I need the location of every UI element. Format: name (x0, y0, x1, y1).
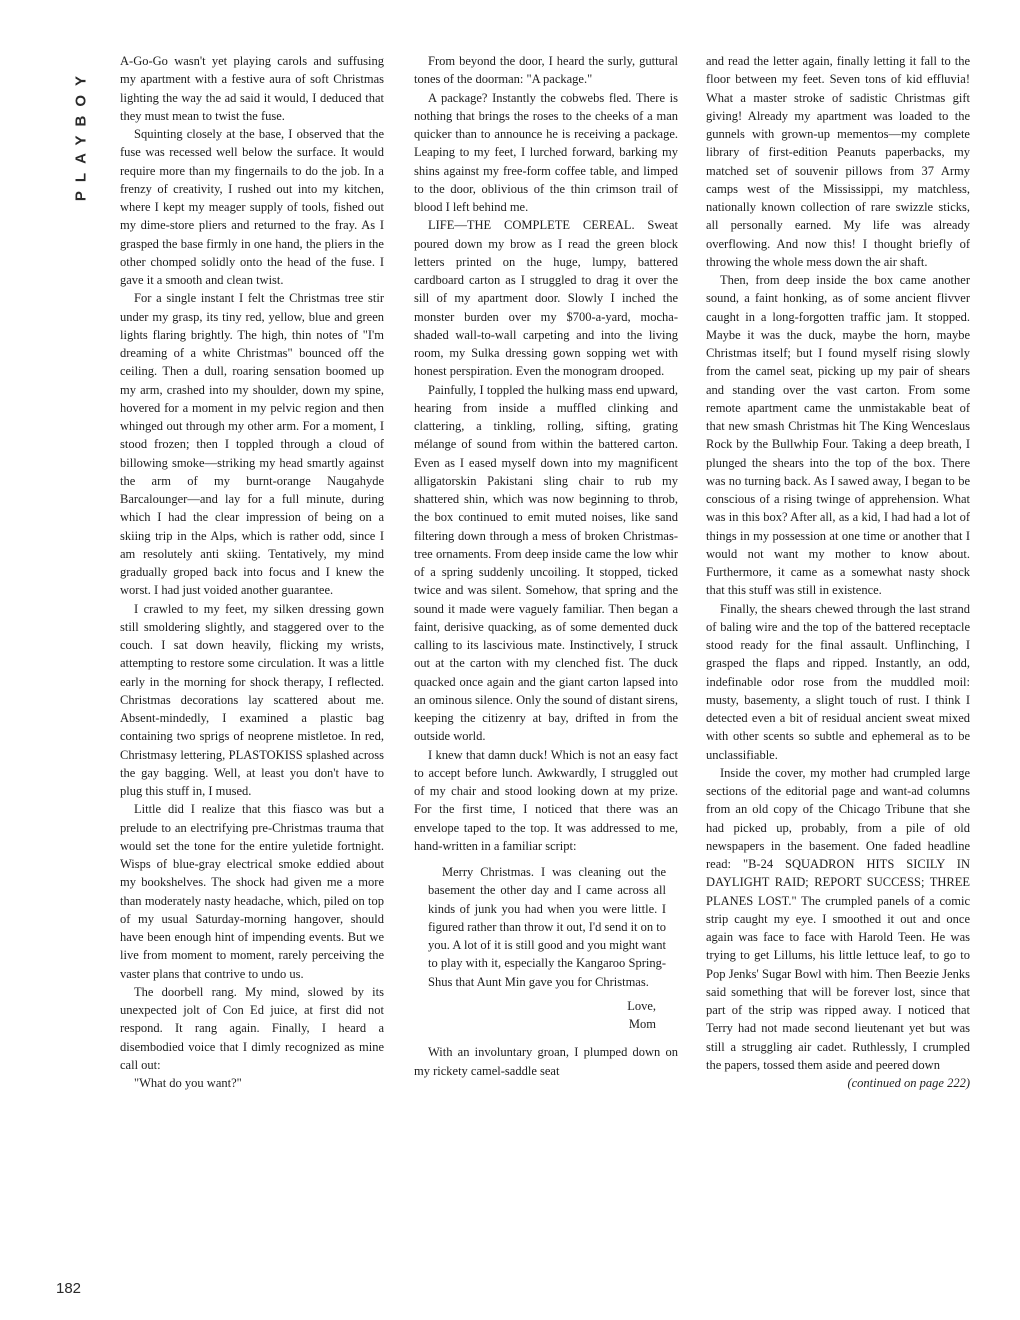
paragraph: Little did I realize that this fiasco was but a prelude to an electrifying pre-Christmas trauma that would set the tone for the entire yuletide fortnight. Wisps of blue-gray electrical smoke eddied about my bookshelves. The shock had given me a more than moderately nasty headache, which, piled on top of my usual Saturday-morning hangover, should have been enough hint of impending events. But we live from moment to moment, rarely perceiving the vaster plans that contrive to undo us. (120, 802, 384, 981)
paragraph: Then, from deep inside the box came another sound, a faint honking, as of some ancient flivver caught in a long-forgotten traffic jam. It stopped. Maybe it was the duck, maybe the horn, maybe Christmas itself; but I found myself rising slowly from the camel seat, picking up my pair of shears and standing over the vast carton. From some remote apartment came the unmistakable beat of that new smash Christmas hit The King Wenceslaus Rock by the Bullwhip Four. Taking a deep breath, I plunged the shears into the top of the box. There was no turning back. As I sawed away, I began to be conscious of a rising twinge of apprehension. What was in this box? After all, as a kid, I had had a lot of things in my possession at one time or another that I would not want my mother to know about. Furthermore, it came as a somewhat nasty shock that this stuff was still in existence. (706, 273, 970, 598)
letter-closing: Love, (627, 998, 656, 1013)
article-column-1 (120, 52, 384, 1292)
article-column-3 (706, 52, 970, 1292)
page-number: 182 (56, 1280, 82, 1297)
paragraph: With an involuntary groan, I plumped down on my rickety camel-saddle seat (414, 1045, 678, 1078)
letter-signoff (428, 997, 666, 1034)
paragraph: Inside the cover, my mother had crumpled large sections of the editorial page and want-ad columns from an old copy of the Chicago Tribune that she had picked up, probably, from a pile of old newspapers in the basement. One faded headline read: "B-24 SQUADRON HITS SICILY IN DAYLIGHT RAID; REPORT SUCCESS; THREE PLANES LOST." The crumpled panels of a comic strip caught my eye. I smoothed it out and once again was face to face with Harold Teen. He was trying to get Lillums, his little lettuce leaf, to go to Pop Jenks' Sugar Bowl with him. Then Beezie Jenks said something that will be forever lost, since that part of the strip was ripped away. I noticed that Terry had not made second lieutenant yet but was still a struggling air cadet. Ruthlessly, I crumpled the papers, tossed them aside and peered down (706, 765, 970, 1072)
paragraph: LIFE—THE COMPLETE CEREAL. Sweat poured down my brow as I read the green block letters printed on the huge, lumpy, battered cardboard carton as I struggled to drag it over the sill of my apartment door. Slowly I inched the monster burden over my $700-a-yard, mocha-shaded wall-to-wall carpeting and into the living room, my Sulka dressing gown sopping wet with honest perspiration. Even the monogram drooped. (414, 218, 678, 379)
continued-on-note: (continued on page 222) (847, 1076, 970, 1090)
column-3-text (706, 52, 970, 1074)
paragraph: Painfully, I toppled the hulking mass end upward, hearing from inside a muffled clinking and clattering, a tinkling, rolling, sifting, grating mélange of sound from within the battered carton. Even as I eased myself down into my magnificent alligatorskin Pakistani sling chair to rub my shattered shin, which was now beginning to throb, the box continued to emit muted noises, like sand filtering down through a mess of broken Christmas-tree ornaments. From deep inside came the low whir of a spring suddenly uncoiling. It stopped, ticked twice and was silent. Somehow, that spring and the sound it made were vaguely familiar. Then began a faint, derisive quacking, as of some demented duck calling to its lascivious mate. Instinctively, I struck out at the carton with my clenched fist. The duck quacked once again and the giant carton lapsed into an ominous silence. Only the sound of distant sirens, keeping the citizenry at bay, drifted in from the outside world. (414, 382, 678, 744)
letter-signature: Mom (628, 1017, 656, 1031)
column-2-text-after-letter (414, 1043, 678, 1080)
paragraph: I crawled to my feet, my silken dressing gown still smoldering slightly, and staggered over to the couch. I sat down heavily, flicking my wrists, attempting to restore some circulation. It was a little early in the morning for shock therapy, I reflected. Christmas decorations lay scattered about me. Absent-mindedly, I examined a plastic bag containing two sprigs of neoprene mistletoe. In red, Christmasy lettering, PLASTOKISS splashed across the gay bagging. Well, at least you don't have to plug this stuff in, I mused. (120, 601, 384, 798)
article-column-2 (414, 52, 678, 1292)
letter-body: Merry Christmas. I was cleaning out the basement the other day and I came across all kinds of junk you had when you were little. I figured rather than throw it out, I'd send it on to you. A lot of it is still good and you might want to play with it, especially the Kangaroo Spring-Shus that Aunt Min gave you for Christmas. (428, 865, 666, 989)
magazine-name-vertical (56, 44, 106, 224)
paragraph: For a single instant I felt the Christmas tree stir under my grasp, its tiny red, yellow, blue and green lights flaring brightly. The high, thin notes of "I'm dreaming of a white Christmas" bounced off the ceiling. Then a dull, roaring sensation boomed up my arm, crashed into my shoulder, down my spine, hovered for a moment in my pelvic region and then whinged out through my other arm. For a moment, I stood frozen; then I toppled through a cloud of billowing smoke—striking my head smartly against the arm of my burnt-orange Naugahyde Barcalounger—and lay for a full minute, during which I had the clear impression of being on a skiing trip in the Alps, which is rather odd, since I am resolutely anti skiing. Tentatively, my mind gradually groped back into focus and I knew the worst. I had just voided another guarantee. (120, 291, 384, 598)
paragraph: A package? Instantly the cobwebs fled. There is nothing that brings the roses to the cheeks of a man quicker than to announce he is receiving a package. Leaping to my feet, I lurched forward, barking my shins against my free-form coffee table, and limped to the door, oblivious of the thin crimson trail of blood I left behind me. (414, 90, 678, 214)
paragraph: The doorbell rang. My mind, slowed by its unexpected jolt of Con Ed juice, at first did not respond. It rang again. Finally, I heard a disembodied voice that I dimly recognized as mine call out: (120, 984, 384, 1072)
paragraph: Squinting closely at the base, I observed that the fuse was recessed well below the surface. It would require more than my fingernails to do the job. In a frenzy of creativity, I rushed out into my kitchen, where I kept my meager supply of tools, fished out my dime-store pliers and returned to the fray. As I grasped the base firmly in one hand, the pliers in the other chomped solidly onto the head of the fuse. I gave it a smooth and clean twist. (120, 127, 384, 287)
letter-from-mom (414, 863, 678, 1033)
magazine-name-text: PLAYBOY (72, 66, 90, 202)
paragraph: Finally, the shears chewed through the last strand of baling wire and the top of the battered receptacle stood ready for the final assault. Unflinching, I grasped the flaps and ripped. Instantly, an odd, indefinable odor rose from the muddled moil: musty, basementy, a slight touch of rust. I think I detected even a bit of residual ancient sweat mixed with other scents so subtle and ephemeral as to be unclassifiable. (706, 601, 970, 762)
paragraph: I knew that damn duck! Which is not an easy fact to accept before lunch. Awkwardly, I struggled out of my chair and stood looking down at my prize. For the first time, I noticed that there was an envelope taped to the top. It was addressed to me, hand-written in a familiar script: (414, 747, 678, 853)
column-2-text (414, 52, 678, 855)
paragraph: From beyond the door, I heard the surly, guttural tones of the doorman: "A package." (414, 54, 678, 87)
paragraph: A-Go-Go wasn't yet playing carols and suffusing my apartment with a festive aura of soft Christmas lighting the way the ad said it would, I deduced that they must mean to twist the fuse. (120, 54, 384, 123)
paragraph: "What do you want?" (134, 1076, 242, 1090)
paragraph: and read the letter again, finally letting it fall to the floor between my feet. Seven tons of kid effluvia! What a master stroke of sadistic Christmas gift giving! Already my apartment was loaded to the gunnels with grown-up mementos—my complete library of first-edition Peanuts paperbacks, my matched set of souvenir pillows from 37 Army camps west of the Mississippi, my matchless, nationally known collection of rare swizzle sticks, all personally earned. My life was already overflowing. And now this! I thought briefly of throwing the whole mess down the air shaft. (706, 54, 970, 269)
